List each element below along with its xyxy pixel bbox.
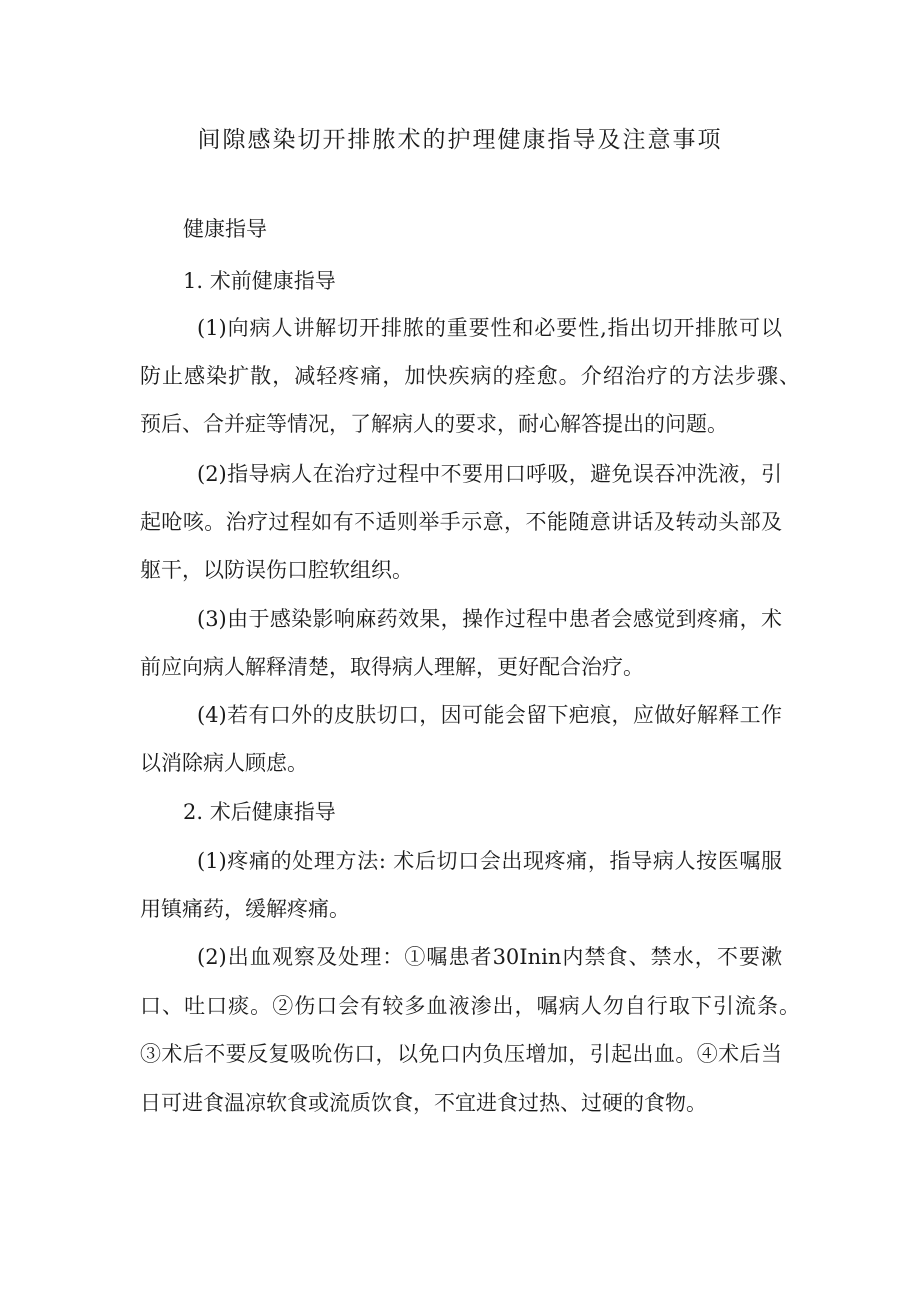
paragraph-line: (2)指导病人在治疗过程中不要用口呼吸，避免误吞冲洗液，引 [197,462,782,486]
paragraph-line: (3)由于感染影响麻药效果，操作过程中患者会感觉到疼痛，术 [197,607,782,631]
subsection-heading-post-op: 2. 术后健康指导 [183,800,336,824]
paragraph-line: (2)出血观察及处理：①嘱患者30Inin内禁食、禁水，不要漱 [197,945,782,969]
paragraph-line: 日可进食温凉软食或流质饮食，不宜进食过热、过硬的食物。 [140,1091,707,1115]
paragraph-line: (1)向病人讲解切开排脓的重要性和必要性,指出切开排脓可以 [197,316,782,340]
paragraph-line: 躯干，以防误伤口腔软组织。 [140,558,413,582]
paragraph-line: 以消除病人顾虑。 [140,751,308,775]
paragraph-line: ③术后不要反复吸吮伤口，以免口内负压增加，引起出血。④术后当 [140,1042,782,1066]
paragraph-line: 预后、合并症等情况，了解病人的要求，耐心解答提出的问题。 [140,412,728,436]
paragraph-line: (4)若有口外的皮肤切口，因可能会留下疤痕，应做好解释工作 [197,703,782,727]
paragraph-line: 起呛咳。治疗过程如有不适则举手示意，不能随意讲话及转动头部及 [140,510,782,534]
paragraph-line: 防止感染扩散，减轻疼痛，加快疾病的痊愈。介绍治疗的方法步骤、 [140,364,800,388]
paragraph-line: 前应向病人解释清楚，取得病人理解，更好配合治疗。 [140,655,644,679]
paragraph-line: (1)疼痛的处理方法: 术后切口会出现疼痛，指导病人按医嘱服 [197,849,782,873]
section-heading: 健康指导 [183,217,267,241]
paragraph-line: 口、吐口痰。②伤口会有较多血液渗出，嘱病人勿自行取下引流条。 [140,994,800,1018]
page-title: 间隙感染切开排脓术的护理健康指导及注意事项 [197,127,723,153]
subsection-heading-pre-op: 1. 术前健康指导 [183,269,336,293]
paragraph-line: 用镇痛药，缓解疼痛。 [140,897,350,921]
